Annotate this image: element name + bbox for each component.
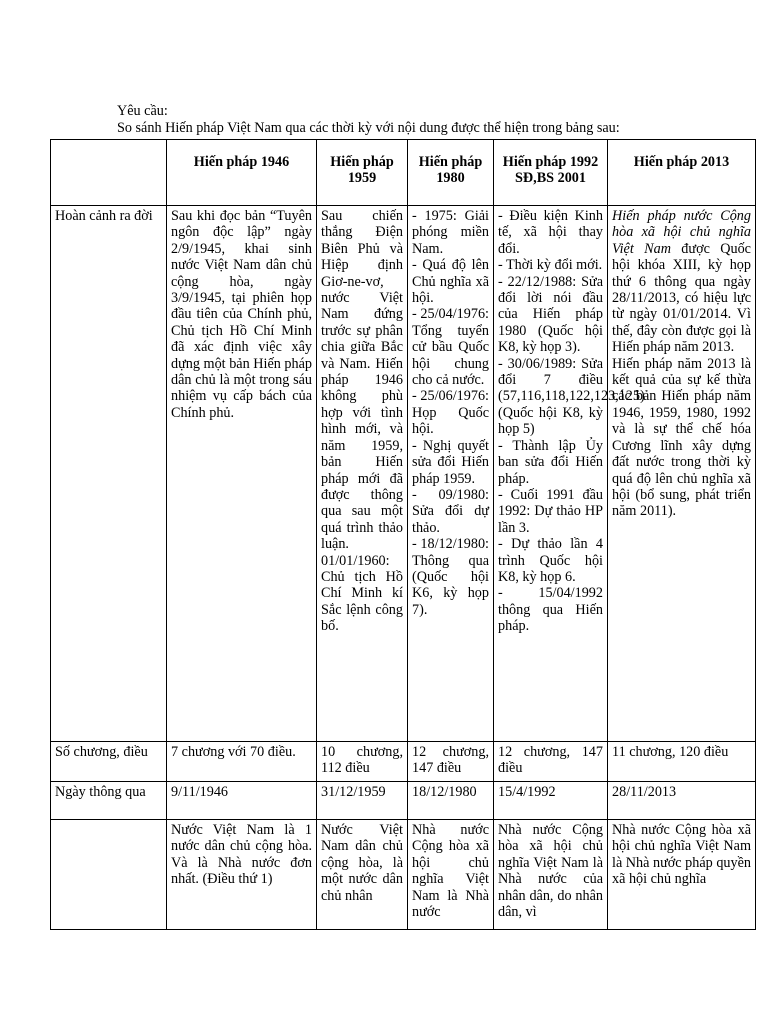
header-row [51,140,756,206]
cell-so-chuong-1992: 12 chương, 147 điều [494,742,608,782]
cell-ngay-1992: 15/4/1992 [494,782,608,820]
intro-requirement: Yêu cầu: [117,103,168,119]
cell-hoan-canh-1959: Sau chiến thắng Điện Biên Phủ và Hiệp định Giơ-ne-vơ, nước Việt Nam đứng trước sự phân chia giữa Bắc và Nam. Hiến pháp 1946 không phù hợp với tình hình mới, và năm 1959, bản Hiến pháp mới đã được thông qua sau một quá trình thảo luận. 01/01/1960: Chủ tịch Hồ Chí Minh kí Sắc lệnh công bố. [317,206,408,742]
item-1980-1: - Quá độ lên Chủ nghĩa xã hội. [412,257,489,307]
cell-hoan-canh-2013 [608,206,756,742]
cell-so-chuong-2013: 11 chương, 120 điều [608,742,756,782]
header-2013: Hiến pháp 2013 [608,140,756,206]
item-1992-3: - 30/06/1989: Sửa đổi 7 điều (57,116,118,122,123,125) (Quốc hội K8, kỳ họp 5) [498,355,645,438]
intro-instruction: So sánh Hiến pháp Việt Nam qua các thời kỳ với nội dung được thể hiện trong bảng sau: [117,120,620,136]
row-hoan-canh [51,206,756,742]
cell-hoan-canh-1980 [408,206,494,742]
item-1992-0: - Điều kiện Kinh tế, xã hội thay đổi. [498,208,603,257]
row-label-ban-chat [51,820,167,930]
header-1959: Hiến pháp 1959 [317,140,408,206]
header-1946: Hiến pháp 1946 [167,140,317,206]
cell-ban-chat-1946-text: Nước Việt Nam là 1 nước dân chủ cộng hòa. Và là Nhà nước đơn nhất. (Điều thứ 1) [171,822,312,888]
cell-hoan-canh-1946: Sau khi đọc bản “Tuyên ngôn độc lập” ngày 2/9/1945, khai sinh nước Việt Nam dân chủ cộng hòa, ngày 3/9/1945, tại phiên họp đầu tiên của Chính phủ, Chủ tịch Hồ Chí Minh đã xác định việc xây dựng một bản Hiến pháp dân chủ là một trong sáu nhiệm vụ cấp bách của Chính phủ. [167,206,317,742]
item-1980-0: - 1975: Giải phóng miền Nam. [412,208,489,257]
cell-ban-chat-1959 [317,820,408,930]
header-empty [51,140,167,206]
item-1992-6: - Dự thảo lần 4 trình Quốc hội K8, kỳ họp 6. [498,536,603,585]
row-ngay-thong-qua [51,782,756,820]
header-1980: Hiến pháp 1980 [408,140,494,206]
item-1992-4: - Thành lập Ủy ban sửa đổi Hiến pháp. [498,437,603,487]
item-1992-2: - 22/12/1988: Sửa đổi lời nói đầu của Hiến pháp 1980 (Quốc hội K8, kỳ họp 3). [498,273,603,356]
cell-2013-p1: được Quốc hội khóa XIII, kỳ họp thứ 6 thông qua ngày 28/11/2013, có hiệu lực từ ngày 01/01/2014. Vì thế, đây còn được gọi là Hiến pháp năm 2013. [612,240,751,356]
item-1980-2: - 25/04/1976: Tổng tuyển cử bầu Quốc hội chung cho cả nước. [412,306,489,389]
cell-ngay-1980: 18/12/1980 [408,782,494,820]
item-1980-4: - Nghị quyết sửa đổi Hiến pháp 1959. [412,437,489,487]
item-1980-5: - 09/1980: Sửa đổi dự thảo. [412,486,489,536]
cell-ban-chat-1959-text: Nước Việt Nam dân chủ cộng hòa, là một nước dân chủ nhân [321,822,403,904]
cell-ban-chat-2013-text: Nhà nước Cộng hòa xã hội chủ nghĩa Việt Nam là Nhà nước pháp quyền xã hội chủ nghĩa [612,822,751,888]
item-1980-3: - 25/06/1976: Họp Quốc hội. [412,388,489,438]
row-so-chuong [51,742,756,782]
cell-ngay-1959: 31/12/1959 [317,782,408,820]
cell-so-chuong-1980: 12 chương, 147 điều [408,742,494,782]
comparison-table [50,139,756,930]
cell-2013-p2: Hiến pháp năm 2013 là kết quả của sự kế thừa các bản Hiến pháp năm 1946, 1959, 1980, 1992 và là sự thể chế hóa Cương lĩnh xây dựng đất nước trong thời kỳ quá độ lên chủ nghĩa xã hội (bổ sung, phát triển năm 2011). [612,355,751,520]
header-1992: Hiến pháp 1992 SĐ,BS 2001 [494,140,608,206]
cell-hoan-canh-1992 [494,206,645,742]
cell-ban-chat-1980-text: Nhà nước Cộng hòa xã hội chủ nghĩa Việt Nam là Nhà nước [412,822,489,921]
row-label-so-chuong: Số chương, điều [51,742,167,782]
cell-so-chuong-1959: 10 chương, 112 điều [317,742,408,782]
row-ban-chat [51,820,756,930]
cell-so-chuong-1946: 7 chương với 70 điều. [167,742,317,782]
cell-ban-chat-1980 [408,820,494,930]
item-1992-7: - 15/04/1992 thông qua Hiến pháp. [498,585,603,635]
intro [117,103,620,137]
row-label-hoan-canh: Hoàn cảnh ra đời [51,206,167,742]
cell-ban-chat-2013 [608,820,756,930]
cell-ban-chat-1946 [167,820,317,930]
cell-ngay-1946: 9/11/1946 [167,782,317,820]
row-label-ngay-thong-qua: Ngày thông qua [51,782,167,820]
item-1992-1: - Thời kỳ đổi mới. [498,257,603,274]
cell-ngay-2013: 28/11/2013 [608,782,756,820]
item-1992-5: - Cuối 1991 đầu 1992: Dự thảo HP lần 3. [498,486,603,536]
constitution-2013-title: Hiến pháp nước Cộng hòa xã hội chủ nghĩa Việt Nam [612,208,751,257]
item-1980-6: - 18/12/1980: Thông qua (Quốc hội K6, kỳ họp 7). [412,536,489,618]
cell-ban-chat-1992 [494,820,608,930]
cell-ban-chat-1992-text: Nhà nước Cộng hòa xã hội chủ nghĩa Việt Nam là Nhà nước của nhân dân, do nhân dân, vì [498,822,603,921]
